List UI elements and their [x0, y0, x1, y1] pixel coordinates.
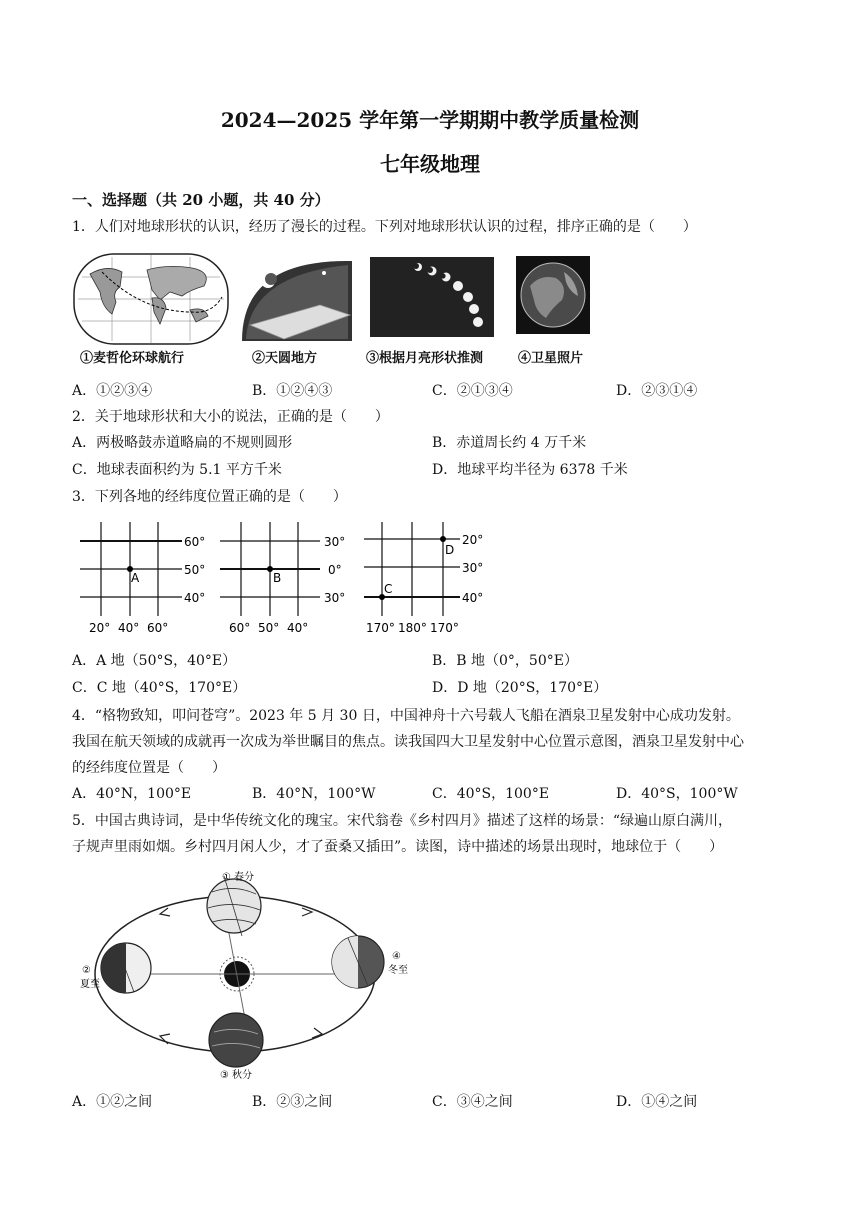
p3-number: ③	[220, 1070, 229, 1081]
earth-position-2	[101, 943, 151, 993]
p1-name: 春分	[234, 872, 254, 883]
q3-stem: 3．下列各地的经纬度位置正确的是（ ）	[72, 489, 347, 505]
q5-option-a[interactable]: A．①②之间	[72, 1094, 153, 1110]
p4-name: 冬至	[388, 965, 408, 976]
p1-number: ①	[222, 872, 231, 883]
earth-position-3	[209, 1013, 263, 1067]
grid-cd-lon-label-2: 180°	[398, 621, 427, 635]
exam-subtitle: 七年级地理	[380, 152, 480, 176]
grid-a-lat-label-1: 60°	[184, 535, 206, 549]
grid-a-lon-label-2: 40°	[118, 621, 140, 635]
earth-position-4	[332, 936, 384, 988]
point-a-label: A	[131, 571, 140, 585]
point-c-label: C	[384, 582, 393, 596]
q4-stem-line-3: 的经纬度位置是（ ）	[72, 760, 226, 776]
q1-moon-phases-figure	[370, 257, 494, 337]
grid-cd-lon-label-3: 170°	[430, 621, 459, 635]
grid-a-lon-label-3: 60°	[147, 621, 169, 635]
exam-title: 2024—2025 学年第一学期期中教学质量检测	[220, 108, 640, 132]
grid-cd-lat-label-1: 20°	[462, 533, 484, 547]
q5-option-c[interactable]: C．③④之间	[432, 1094, 513, 1110]
q4-option-b[interactable]: B．40°N，100°W	[252, 786, 376, 802]
q1-caption-3: ③根据月亮形状推测	[366, 351, 484, 366]
q2-option-a[interactable]: A．两极略鼓赤道略扁的不规则圆形	[72, 435, 293, 451]
point-b-label: B	[273, 571, 282, 585]
q4-option-a[interactable]: A．40°N，100°E	[72, 786, 192, 802]
p3-name: 秋分	[232, 1070, 252, 1081]
q2-option-c[interactable]: C．地球表面积约为 5.1 平方千米	[72, 462, 282, 478]
q1-caption-4: ④卫星照片	[518, 351, 584, 366]
q3-option-c[interactable]: C．C 地（40°S，170°E）	[72, 680, 247, 696]
q1-option-d[interactable]: D．②③①④	[616, 383, 698, 399]
q5-stem-line-2: 子规声里雨如烟。乡村四月闲人少，才了蚕桑又插田”。读图，诗中描述的场景出现时，地球位于（ ）	[72, 839, 724, 855]
q3-option-b[interactable]: B．B 地（0°，50°E）	[432, 653, 578, 669]
q3-grid-b	[216, 520, 356, 638]
q2-option-b[interactable]: B．赤道周长约 4 万千米	[432, 435, 587, 451]
q5-stem-line-1: 5．中国古典诗词，是中华传统文化的瑰宝。宋代翁卷《乡村四月》描述了这样的场景：“绿遍山原白满川，	[72, 813, 733, 829]
q4-stem-line-1: 4．“格物致知，叩问苍穹”。2023 年 5 月 30 日，中国神舟十六号载人飞船在酒泉卫星发射中心成功发射。	[72, 708, 740, 724]
q3-option-d[interactable]: D．D 地（20°S，170°E）	[432, 680, 608, 696]
q1-caption-1: ①麦哲伦环球航行	[80, 351, 185, 366]
q1-satellite-photo-figure	[516, 256, 590, 334]
p4-number: ④	[392, 951, 401, 962]
q1-sky-dome-figure	[238, 255, 356, 343]
q5-earth-orbit-diagram	[72, 866, 422, 1082]
q4-stem-line-2: 我国在航天领域的成就再一次成为举世瞩目的焦点。读我国四大卫星发射中心位置示意图，酒泉卫星发射中心	[72, 734, 744, 750]
p2-number: ②	[82, 965, 91, 976]
q3-grid-cd	[360, 520, 500, 638]
q5-option-d[interactable]: D．①④之间	[616, 1094, 698, 1110]
q2-stem: 2．关于地球形状和大小的说法，正确的是（ ）	[72, 409, 389, 425]
grid-cd-lat-label-2: 30°	[462, 561, 484, 575]
grid-b-lat-label-2: 0°	[328, 563, 342, 577]
q1-world-map-figure	[72, 252, 230, 346]
grid-b-lon-label-3: 40°	[287, 621, 309, 635]
earth-position-1	[207, 876, 261, 936]
q1-option-a[interactable]: A．①②③④	[72, 383, 153, 399]
q5-option-b[interactable]: B．②③之间	[252, 1094, 333, 1110]
q1-option-c[interactable]: C．②①③④	[432, 383, 513, 399]
grid-a-lon-label-1: 20°	[89, 621, 111, 635]
q1-caption-2: ②天圆地方	[252, 351, 318, 366]
p2-name: 夏至	[80, 979, 100, 990]
grid-a-lat-label-3: 40°	[184, 591, 206, 605]
grid-b-lat-label-1: 30°	[324, 535, 346, 549]
q3-grid-a	[76, 520, 216, 638]
grid-cd-lon-label-1: 170°	[366, 621, 395, 635]
q3-option-a[interactable]: A．A 地（50°S，40°E）	[72, 653, 237, 669]
q2-option-d[interactable]: D．地球平均半径为 6378 千米	[432, 462, 628, 478]
grid-cd-lat-label-3: 40°	[462, 591, 484, 605]
q1-option-b[interactable]: B．①②④③	[252, 383, 333, 399]
grid-b-lat-label-3: 30°	[324, 591, 346, 605]
point-d-marker	[440, 536, 446, 542]
q1-stem: 1．人们对地球形状的认识，经历了漫长的过程。下列对地球形状认识的过程，排序正确的是（ ）	[72, 219, 697, 235]
section-heading: 一、选择题（共 20 小题，共 40 分）	[72, 191, 330, 209]
point-d-label: D	[445, 543, 455, 557]
q4-option-c[interactable]: C．40°S，100°E	[432, 786, 550, 802]
grid-a-lat-label-2: 50°	[184, 563, 206, 577]
grid-b-lon-label-1: 60°	[229, 621, 251, 635]
grid-b-lon-label-2: 50°	[258, 621, 280, 635]
q4-option-d[interactable]: D．40°S，100°W	[616, 786, 738, 802]
